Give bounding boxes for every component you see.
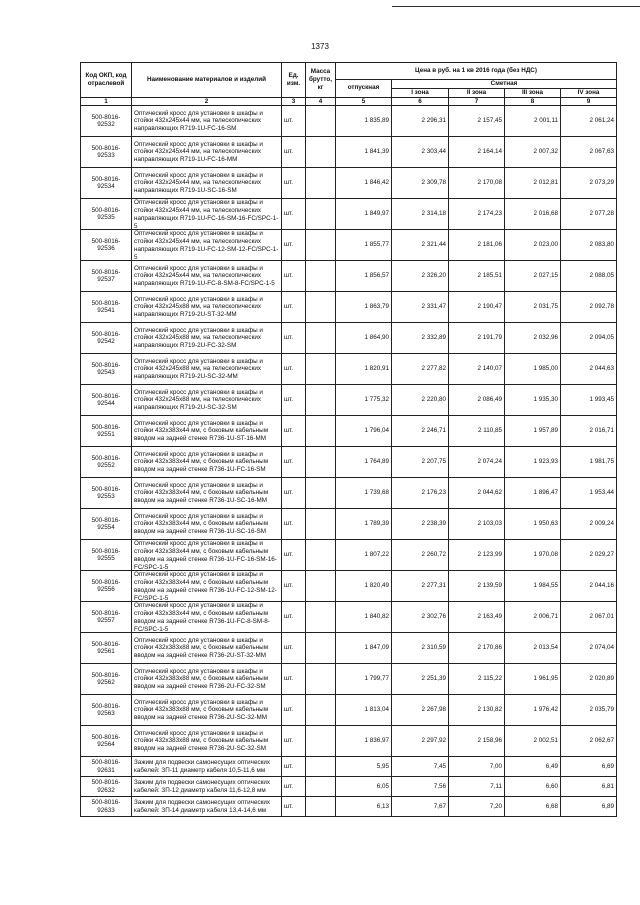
unit: шт.: [282, 726, 306, 757]
zone-3-price: 1 935,30: [505, 385, 561, 416]
table-row: [81, 509, 617, 540]
zone-4-price: 2 073,29: [561, 168, 617, 199]
release-price: 1 799,77: [336, 664, 392, 695]
release-price: 1 863,79: [336, 292, 392, 323]
product-name: [132, 571, 282, 602]
release-price: 1 840,82: [336, 602, 392, 633]
unit: шт.: [282, 695, 306, 726]
column-number: 8: [505, 97, 561, 106]
zone-2-price: 2 086,49: [449, 385, 505, 416]
table-row: [81, 478, 617, 509]
zone-1-price: 2 314,18: [392, 199, 449, 230]
product-name-text: Оптический кросс для установки в шкафы и стойки 432x383x44 мм, с боковым кабельным вводом на задней стенке R736-1U-SC-16-SM: [134, 512, 269, 536]
zone-1-price: 2 260,72: [392, 540, 449, 571]
zone-3-price: 2 023,00: [505, 230, 561, 261]
product-code: 500-8016-92536: [81, 230, 132, 261]
column-number: 2: [132, 97, 282, 106]
header-release-price: отпускная: [336, 80, 392, 98]
unit: шт.: [282, 571, 306, 602]
zone-4-price: 2 092,78: [561, 292, 617, 323]
zone-4-price: 1 953,44: [561, 478, 617, 509]
zone-2-price: 2 157,45: [449, 106, 505, 137]
product-name-text: Оптический кросс для установки в шкафы и стойки 432x245x44 мм, на телескопических направляющих R719-1U-SC-16-SM: [134, 171, 263, 195]
zone-1-price: 2 331,47: [392, 292, 449, 323]
zone-2-price: 2 174,23: [449, 199, 505, 230]
release-price: 1 864,90: [336, 323, 392, 354]
product-name-text: Оптический кросс для установки в шкафы и стойки 432x245x44 мм, на телескопических направляющих R719-1U-FC-12-SM-12-FC/SPC-1-5: [134, 230, 279, 261]
column-number: 6: [392, 97, 449, 106]
product-name: [132, 261, 282, 292]
zone-3-price: 1 896,47: [505, 478, 561, 509]
unit: шт.: [282, 354, 306, 385]
zone-3-price: 2 006,71: [505, 602, 561, 633]
table-row: [81, 354, 617, 385]
zone-2-price: 7,20: [449, 797, 505, 817]
product-name-text: Оптический кросс для установки в шкафы и стойки 432x383x44 мм, с боковым кабельным вводом на задней стенке R736-1U-FC-16-SM-16-FC/SPC-1-5: [134, 540, 277, 571]
header-zone-1: I зона: [392, 88, 449, 97]
product-name-text: Оптический кросс для установки в шкафы и стойки 432x245x44 мм, на телескопических направляющих R719-1U-FC-16-MM: [134, 140, 263, 164]
gross-mass: [306, 416, 336, 447]
unit: шт.: [282, 602, 306, 633]
product-name: [132, 385, 282, 416]
zone-2-price: 2 110,85: [449, 416, 505, 447]
zone-3-price: 6,60: [505, 777, 561, 797]
zone-2-price: 2 164,14: [449, 137, 505, 168]
zone-3-price: 1 976,42: [505, 695, 561, 726]
header-unit: Ед. изм.: [282, 63, 306, 98]
zone-2-price: 2 185,51: [449, 261, 505, 292]
zone-4-price: 2 094,05: [561, 323, 617, 354]
release-price: 1 855,77: [336, 230, 392, 261]
zone-2-price: 2 158,96: [449, 726, 505, 757]
gross-mass: [306, 664, 336, 695]
gross-mass: [306, 106, 336, 137]
product-code: 500-8016-92554: [81, 509, 132, 540]
product-code: 500-8016-92557: [81, 602, 132, 633]
unit: шт.: [282, 447, 306, 478]
release-price: 1 820,91: [336, 354, 392, 385]
release-price: 6,05: [336, 777, 392, 797]
zone-1-price: 2 176,23: [392, 478, 449, 509]
zone-1-price: 2 297,92: [392, 726, 449, 757]
header-zone-4: IV зона: [561, 88, 617, 97]
zone-1-price: 2 207,75: [392, 447, 449, 478]
release-price: 1 846,42: [336, 168, 392, 199]
product-name-text: Оптический кросс для установки в шкафы и стойки 432x383x44 мм, с боковым кабельным вводом на задней стенке R736-1U-FC-8-SM-8-FC/SPC-1-5: [134, 602, 270, 633]
product-code: 500-8016-92537: [81, 261, 132, 292]
zone-3-price: 6,68: [505, 797, 561, 817]
zone-1-price: 2 277,31: [392, 571, 449, 602]
header-price-group: Цена в руб. на 1 кв 2016 года (без НДС): [336, 63, 617, 80]
product-code: 500-8016-92542: [81, 323, 132, 354]
zone-3-price: 1 923,93: [505, 447, 561, 478]
table-row: [81, 695, 617, 726]
product-code: 500-8016-92564: [81, 726, 132, 757]
unit: шт.: [282, 106, 306, 137]
zone-4-price: 1 981,75: [561, 447, 617, 478]
product-name-text: Оптический кросс для установки в шкафы и стойки 432x245x88 мм, на телескопических направляющих R719-2U-ST-32-MM: [134, 295, 263, 319]
table-row: [81, 797, 617, 817]
table-row: [81, 323, 617, 354]
product-name: [132, 602, 282, 633]
zone-4-price: 6,69: [561, 757, 617, 777]
zone-2-price: 7,11: [449, 777, 505, 797]
zone-4-price: 2 088,05: [561, 261, 617, 292]
zone-2-price: 2 170,08: [449, 168, 505, 199]
column-number: 7: [449, 97, 505, 106]
column-number: 9: [561, 97, 617, 106]
zone-4-price: 2 067,01: [561, 602, 617, 633]
unit: шт.: [282, 230, 306, 261]
zone-4-price: 2 044,63: [561, 354, 617, 385]
gross-mass: [306, 571, 336, 602]
unit: шт.: [282, 540, 306, 571]
table-row: [81, 261, 617, 292]
zone-1-price: 2 321,44: [392, 230, 449, 261]
gross-mass: [306, 726, 336, 757]
zone-3-price: 6,49: [505, 757, 561, 777]
product-name: [132, 292, 282, 323]
product-name: [132, 106, 282, 137]
zone-2-price: 2 044,62: [449, 478, 505, 509]
zone-3-price: 1 950,63: [505, 509, 561, 540]
product-name-text: Оптический кросс для установки в шкафы и стойки 432x245x88 мм, на телескопических направляющих R719-2U-SC-32-SM: [134, 388, 263, 412]
gross-mass: [306, 230, 336, 261]
column-number-row: [81, 97, 617, 106]
unit: шт.: [282, 478, 306, 509]
release-price: 1 813,04: [336, 695, 392, 726]
product-name: [132, 354, 282, 385]
zone-3-price: 1 970,08: [505, 540, 561, 571]
release-price: 1 764,89: [336, 447, 392, 478]
unit: шт.: [282, 323, 306, 354]
zone-2-price: 2 139,59: [449, 571, 505, 602]
gross-mass: [306, 695, 336, 726]
column-number: 5: [336, 97, 392, 106]
gross-mass: [306, 137, 336, 168]
product-name: [132, 726, 282, 757]
table-row: [81, 777, 617, 797]
release-price: 6,13: [336, 797, 392, 817]
zone-1-price: 2 296,31: [392, 106, 449, 137]
product-name: [132, 168, 282, 199]
product-name-text: Оптический кросс для установки в шкафы и стойки 432x245x88 мм, на телескопических направляющих R719-2U-FC-32-SM: [134, 326, 263, 350]
zone-4-price: 6,81: [561, 777, 617, 797]
zone-2-price: 2 181,06: [449, 230, 505, 261]
zone-4-price: 2 061,24: [561, 106, 617, 137]
gross-mass: [306, 168, 336, 199]
zone-1-price: 2 303,44: [392, 137, 449, 168]
product-name: [132, 137, 282, 168]
gross-mass: [306, 323, 336, 354]
gross-mass: [306, 385, 336, 416]
product-code: 500-8016-92562: [81, 664, 132, 695]
unit: шт.: [282, 509, 306, 540]
zone-4-price: 2 029,27: [561, 540, 617, 571]
product-name-text: Оптический кросс для установки в шкафы и стойки 432x383x88 мм, с боковым кабельным вводом на задней стенке R736-2U-FC-32-SM: [134, 667, 269, 691]
product-name-text: Оптический кросс для установки в шкафы и стойки 432x245x44 мм, на телескопических направляющих R719-1U-FC-16-SM: [134, 109, 263, 133]
product-name: [132, 757, 282, 777]
zone-3-price: 1 961,95: [505, 664, 561, 695]
product-name: [132, 777, 282, 797]
release-price: 1 836,97: [336, 726, 392, 757]
product-name-text: Оптический кросс для установки в шкафы и стойки 432x383x44 мм, с боковым кабельным вводом на задней стенке R736-1U-ST-16-MM: [134, 419, 269, 443]
zone-2-price: 2 170,86: [449, 633, 505, 664]
zone-1-price: 2 332,89: [392, 323, 449, 354]
price-table: [80, 62, 617, 817]
product-name: [132, 416, 282, 447]
product-name: [132, 447, 282, 478]
product-code: 500-8016-92633: [81, 797, 132, 817]
table-row: [81, 168, 617, 199]
header-name: Наименование материалов и изделий: [132, 63, 282, 98]
unit: шт.: [282, 757, 306, 777]
release-price: 1 841,39: [336, 137, 392, 168]
product-name-text: Оптический кросс для установки в шкафы и стойки 432x383x88 мм, с боковым кабельным вводом на задней стенке R736-2U-SC-32-MM: [134, 698, 269, 722]
zone-1-price: 2 246,71: [392, 416, 449, 447]
table-row: [81, 633, 617, 664]
product-code: 500-8016-92555: [81, 540, 132, 571]
product-code: 500-8016-92631: [81, 757, 132, 777]
table-row: [81, 385, 617, 416]
release-price: 1 849,97: [336, 199, 392, 230]
table-row: [81, 106, 617, 137]
zone-2-price: 7,00: [449, 757, 505, 777]
product-code: 500-8016-92551: [81, 416, 132, 447]
column-number: 1: [81, 97, 132, 106]
zone-4-price: 2 016,71: [561, 416, 617, 447]
product-code: 500-8016-92533: [81, 137, 132, 168]
zone-1-price: 2 302,76: [392, 602, 449, 633]
product-name-text: Зажим для подвески самонесущих оптических кабелей: ЗП-12 диаметр кабеля 11,6-12,8 мм: [134, 779, 271, 794]
table-row: [81, 230, 617, 261]
product-code: 500-8016-92563: [81, 695, 132, 726]
zone-4-price: 1 993,45: [561, 385, 617, 416]
product-code: 500-8016-92632: [81, 777, 132, 797]
unit: шт.: [282, 664, 306, 695]
table-row: [81, 447, 617, 478]
unit: шт.: [282, 168, 306, 199]
header-estimate: Сметная: [392, 80, 617, 89]
product-name-text: Оптический кросс для установки в шкафы и стойки 432x383x88 мм, с боковым кабельным вводом на задней стенке R736-2U-ST-32-MM: [134, 636, 269, 660]
table-row: [81, 602, 617, 633]
product-name: [132, 797, 282, 817]
table-row: [81, 726, 617, 757]
product-name-text: Оптический кросс для установки в шкафы и стойки 432x383x44 мм, с боковым кабельным вводом на задней стенке R736-1U-FC-12-SM-12-FC/SPC-1-5: [134, 571, 277, 602]
product-code: 500-8016-92553: [81, 478, 132, 509]
zone-3-price: 2 012,81: [505, 168, 561, 199]
zone-4-price: 2 067,63: [561, 137, 617, 168]
zone-4-price: 2 009,24: [561, 509, 617, 540]
zone-3-price: 2 013,54: [505, 633, 561, 664]
header-code: Код ОКП, код отраслевой: [81, 63, 132, 98]
zone-2-price: 2 130,82: [449, 695, 505, 726]
zone-2-price: 2 123,99: [449, 540, 505, 571]
product-code: 500-8016-92532: [81, 106, 132, 137]
zone-4-price: 6,89: [561, 797, 617, 817]
product-name: [132, 695, 282, 726]
product-code: 500-8016-92561: [81, 633, 132, 664]
product-code: 500-8016-92543: [81, 354, 132, 385]
zone-3-price: 2 007,32: [505, 137, 561, 168]
zone-2-price: 2 140,07: [449, 354, 505, 385]
zone-3-price: 2 031,75: [505, 292, 561, 323]
product-name-text: Оптический кросс для установки в шкафы и стойки 432x383x88 мм, с боковым кабельным вводом на задней стенке R736-2U-SC-32-SM: [134, 729, 269, 753]
zone-1-price: 7,67: [392, 797, 449, 817]
zone-4-price: 2 044,16: [561, 571, 617, 602]
product-name-text: Зажим для подвески самонесущих оптических кабелей: ЗП-14 диаметр кабеля 13,4-14,6 мм: [134, 799, 271, 814]
gross-mass: [306, 199, 336, 230]
gross-mass: [306, 757, 336, 777]
gross-mass: [306, 292, 336, 323]
gross-mass: [306, 447, 336, 478]
zone-2-price: 2 190,47: [449, 292, 505, 323]
product-code: 500-8016-92535: [81, 199, 132, 230]
product-code: 500-8016-92556: [81, 571, 132, 602]
release-price: 1 739,68: [336, 478, 392, 509]
gross-mass: [306, 509, 336, 540]
zone-2-price: 2 191,79: [449, 323, 505, 354]
product-name: [132, 323, 282, 354]
release-price: 1 847,09: [336, 633, 392, 664]
product-name: [132, 633, 282, 664]
top-rule: [392, 6, 640, 7]
zone-1-price: 2 326,20: [392, 261, 449, 292]
product-name: [132, 478, 282, 509]
gross-mass: [306, 261, 336, 292]
zone-4-price: 2 083,80: [561, 230, 617, 261]
zone-3-price: 2 027,15: [505, 261, 561, 292]
product-name: [132, 199, 282, 230]
product-name-text: Оптический кросс для установки в шкафы и стойки 432x245x88 мм, на телескопических направляющих R719-2U-SC-32-MM: [134, 357, 263, 381]
gross-mass: [306, 354, 336, 385]
product-name: [132, 230, 282, 261]
gross-mass: [306, 602, 336, 633]
zone-1-price: 2 309,78: [392, 168, 449, 199]
table-row: [81, 540, 617, 571]
zone-2-price: 2 103,03: [449, 509, 505, 540]
table-row: [81, 664, 617, 695]
table-row: [81, 416, 617, 447]
zone-4-price: 2 077,28: [561, 199, 617, 230]
product-code: 500-8016-92534: [81, 168, 132, 199]
zone-3-price: 2 002,51: [505, 726, 561, 757]
column-number: 4: [306, 97, 336, 106]
release-price: 1 820,49: [336, 571, 392, 602]
zone-2-price: 2 115,22: [449, 664, 505, 695]
release-price: 5,95: [336, 757, 392, 777]
unit: шт.: [282, 385, 306, 416]
unit: шт.: [282, 137, 306, 168]
release-price: 1 775,32: [336, 385, 392, 416]
release-price: 1 789,39: [336, 509, 392, 540]
zone-2-price: 2 163,49: [449, 602, 505, 633]
product-code: 500-8016-92544: [81, 385, 132, 416]
zone-1-price: 7,56: [392, 777, 449, 797]
table-row: [81, 571, 617, 602]
gross-mass: [306, 633, 336, 664]
release-price: 1 807,22: [336, 540, 392, 571]
product-name-text: Оптический кросс для установки в шкафы и стойки 432x245x44 мм, на телескопических направляющих R719-1U-FC-16-SM-16-FC/SPC-1-5: [134, 199, 279, 230]
product-name: [132, 540, 282, 571]
zone-1-price: 2 220,80: [392, 385, 449, 416]
column-number: 3: [282, 97, 306, 106]
header-zone-2: II зона: [449, 88, 505, 97]
release-price: 1 856,57: [336, 261, 392, 292]
gross-mass: [306, 540, 336, 571]
release-price: 1 835,89: [336, 106, 392, 137]
page-number: 1373: [311, 42, 329, 51]
gross-mass: [306, 797, 336, 817]
zone-1-price: 2 267,98: [392, 695, 449, 726]
unit: шт.: [282, 261, 306, 292]
zone-3-price: 1 985,00: [505, 354, 561, 385]
product-name-text: Оптический кросс для установки в шкафы и стойки 432x383x44 мм, с боковым кабельным вводом на задней стенке R736-1U-SC-16-MM: [134, 481, 269, 505]
zone-3-price: 2 016,68: [505, 199, 561, 230]
zone-3-price: 1 984,55: [505, 571, 561, 602]
table-row: [81, 292, 617, 323]
table-row: [81, 757, 617, 777]
product-name-text: Оптический кросс для установки в шкафы и стойки 432x383x44 мм, с боковым кабельным вводом на задней стенке R736-1U-FC-16-SM: [134, 450, 269, 474]
zone-4-price: 2 062,67: [561, 726, 617, 757]
zone-3-price: 2 032,96: [505, 323, 561, 354]
zone-1-price: 2 251,39: [392, 664, 449, 695]
zone-3-price: 1 957,89: [505, 416, 561, 447]
zone-2-price: 2 074,24: [449, 447, 505, 478]
product-name-text: Оптический кросс для установки в шкафы и стойки 432x245x44 мм, на телескопических направляющих R719-1U-FC-8-SM-8-FC/SPC-1-5: [134, 264, 275, 288]
unit: шт.: [282, 199, 306, 230]
zone-1-price: 2 310,59: [392, 633, 449, 664]
unit: шт.: [282, 633, 306, 664]
product-code: 500-8016-92541: [81, 292, 132, 323]
table-row: [81, 199, 617, 230]
zone-1-price: 7,45: [392, 757, 449, 777]
unit: шт.: [282, 416, 306, 447]
product-name: [132, 509, 282, 540]
gross-mass: [306, 478, 336, 509]
zone-4-price: 2 020,89: [561, 664, 617, 695]
unit: шт.: [282, 292, 306, 323]
header-mass: Масса брутто, кг: [306, 63, 336, 98]
zone-3-price: 2 001,11: [505, 106, 561, 137]
product-name-text: Зажим для подвески самонесущих оптических кабелей: ЗП-11 диаметр кабеля 10,5-11,6 мм: [134, 759, 271, 774]
zone-1-price: 2 238,39: [392, 509, 449, 540]
header-zone-3: III зона: [505, 88, 561, 97]
table-row: [81, 137, 617, 168]
product-code: 500-8016-92552: [81, 447, 132, 478]
unit: шт.: [282, 797, 306, 817]
zone-4-price: 2 074,04: [561, 633, 617, 664]
gross-mass: [306, 777, 336, 797]
zone-1-price: 2 277,82: [392, 354, 449, 385]
zone-4-price: 2 035,79: [561, 695, 617, 726]
release-price: 1 796,04: [336, 416, 392, 447]
product-name: [132, 664, 282, 695]
table-body: [81, 106, 617, 817]
unit: шт.: [282, 777, 306, 797]
